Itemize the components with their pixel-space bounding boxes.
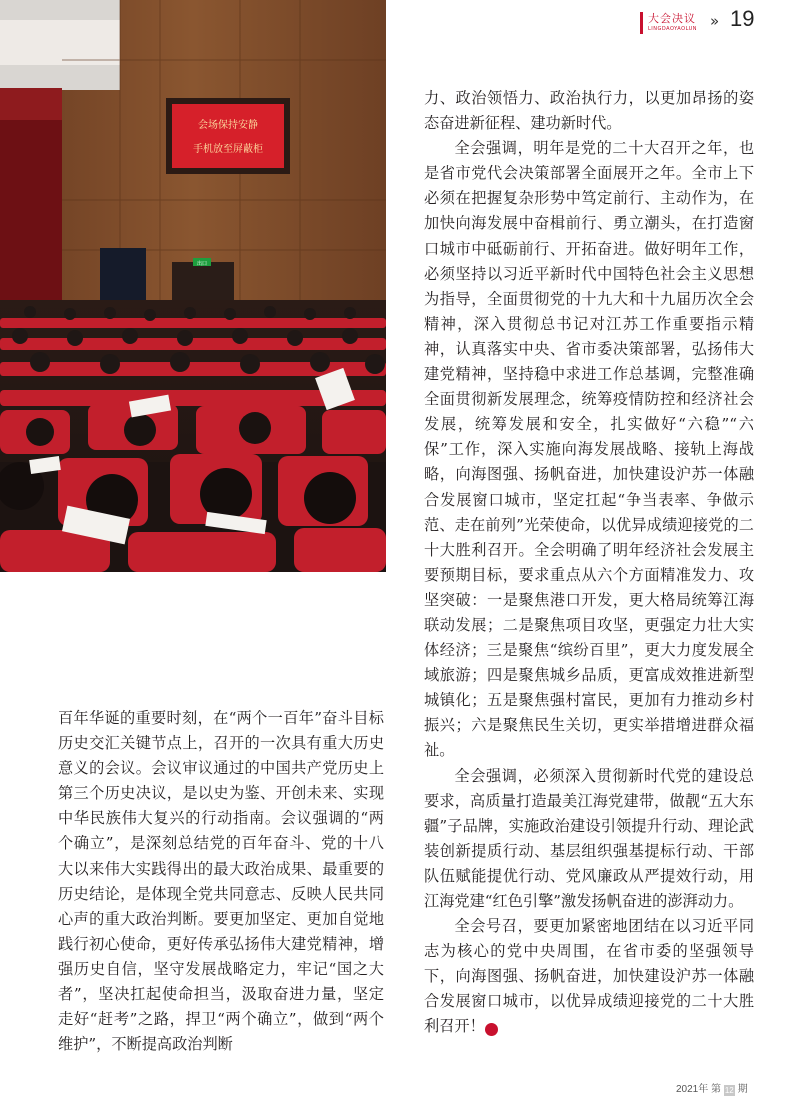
end-mark-icon: 党 <box>485 1023 498 1036</box>
footer-year: 2021年 <box>676 1084 709 1095</box>
notice-screen <box>172 104 284 168</box>
exit-sign-text: 出口 <box>196 261 208 267</box>
footer-issue: 12 <box>724 1086 734 1095</box>
page-footer <box>676 1080 748 1096</box>
page-header <box>636 8 796 36</box>
right-column <box>424 86 754 1040</box>
page-number: 19 <box>730 6 755 31</box>
right-paragraph-2: 全会强调，明年是党的二十大召开之年，也是省市党代会决策部署全面展开之年。全市上下必须在把握复杂形势中笃定前行、主动作为，在加快向海发展中奋楫前行、勇立潮头，在打造窗口城市中砥砺前行、开拓奋进。做好明年工作，必须坚持以习近平新时代中国特色社会主义思想为指导，全面贯彻党的十九大和十九届历次全会精神，深入贯彻总书记对江苏工作重要指示精神，认真落实中央、省市委决策部署，弘扬伟大建党精神，坚持稳中求进工作总基调，完整准确全面贯彻新发展理念，统筹疫情防控和经济社会发展，统筹发展和安全，扎实做好“六稳”“六保”工作，深入实施向海发展战略、接轨上海战略，向海图强、扬帆奋进，加快建设沪苏一体融合发展窗口城市，坚定扛起“争当表率、争做示范、走在前列”光荣使命，以优异成绩迎接党的二十大胜利召开。全会明确了明年经济社会发展主要预期目标，要求重点从六个方面精准发力、攻坚突破：一是聚焦港口开发，更大格局统筹江海联动发展；二是聚焦项目攻坚，更强定力壮大实体经济；三是聚焦“缤纷百里”，更大力度发展全域旅游；四是聚焦城乡品质，更富成效推进新型城镇化；五是聚焦强村富民，更加有力推动乡村振兴；六是聚焦民生关切，更实举措增进群众福祉。 <box>424 139 754 760</box>
right-paragraph-1: 力、政治领悟力、政治执行力，以更加昂扬的姿态奋进新征程、建功新时代。 <box>424 89 754 133</box>
footer-qi: 期 <box>737 1084 748 1095</box>
closing-text: 全会号召，要更加紧密地团结在以习近平同志为核心的党中央周围，在省市委的坚强领导下，向海图强、扬帆奋进，加快建设沪苏一体融合发展窗口城市，以优异成绩迎接党的二十大胜利召开！ <box>424 917 754 1036</box>
footer-di: 第 <box>711 1084 722 1095</box>
left-column <box>58 706 384 1057</box>
section-title: 大会决议 <box>648 12 696 25</box>
meeting-hall-illustration <box>0 0 386 572</box>
section-subtitle: LINGDAOYAOLUN <box>648 26 698 32</box>
right-paragraph-3: 全会强调，必须深入贯彻新时代党的建设总要求，高质量打造最美江海党建带，做靓“五大东疆”子品牌，实施政治建设引领提升行动、理论武装创新提质行动、基层组织强基提标行动、干部队伍赋能提优行动、党风廉政从严提效行动，用江海党建“红色引擎”激发扬帆奋进的澎湃动力。 <box>424 766 754 910</box>
header-accent-bar <box>640 12 643 34</box>
double-chevron-icon: » <box>710 12 720 30</box>
left-paragraph: 百年华诞的重要时刻，在“两个一百年”奋斗目标历史交汇关键节点上，召开的一次具有重大历史意义的会议。会议审议通过的中国共产党历史上第三个历史决议，是以史为鉴、开创未来、实现中华民族伟大复兴的行动指南。会议强调的“两个确立”，是深刻总结党的百年奋斗、党的十八大以来伟大实践得出的最大政治成果、最重要的历史结论，是体现全党共同意志、反映人民共同心声的重大政治判断。要更加坚定、更加自觉地践行初心使命，更好传承弘扬伟大建党精神，增强历史自信，坚守发展战略定力，牢记“国之大者”，坚决扛起使命担当，汲取奋进力量，坚定走好“赶考”之路，捍卫“两个确立”，做到“两个维护”，不断提高政治判断 <box>58 709 384 1054</box>
screen-line-1: 会场保持安静 <box>198 120 258 131</box>
right-paragraph-4 <box>424 914 754 1039</box>
meeting-hall-photo <box>0 0 386 572</box>
wall-display <box>100 248 146 302</box>
screen-line-2: 手机放至屏蔽柜 <box>193 144 263 155</box>
